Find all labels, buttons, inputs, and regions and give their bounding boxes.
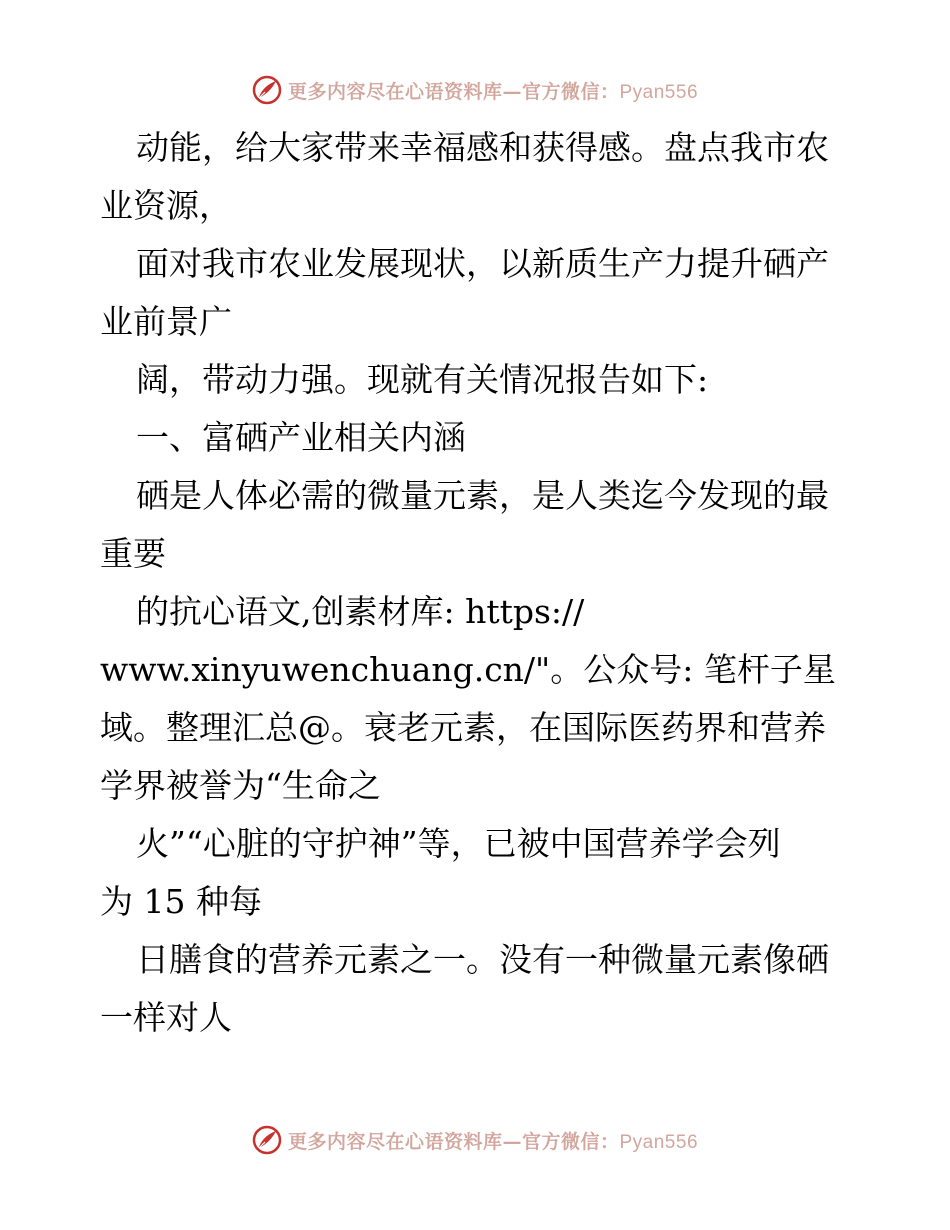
body-line: 动能，给大家带来幸福感和获得感。盘点我市农 <box>136 128 829 167</box>
section-heading: 一、富硒产业相关内涵 <box>136 418 466 457</box>
header-banner <box>0 72 950 108</box>
body-text-block <box>100 119 860 1047</box>
header-banner-wechat-id: Pyan556 <box>619 81 699 103</box>
body-line: 域。整理汇总@。衰老元素，在国际医药界和营养 <box>100 708 826 747</box>
body-line: 日膳食的营养元素之一。没有一种微量元素像硒 <box>136 940 829 979</box>
body-line: 业前景广 <box>100 302 232 341</box>
feather-pen-logo-icon <box>252 1125 282 1155</box>
footer-banner-cn: 更多内容尽在心语资料库—官方微信： <box>287 1130 620 1153</box>
body-line-url: www.xinyuwenchuang.cn/"。公众号: 笔杆子星 <box>100 650 836 689</box>
body-line: 业资源， <box>100 186 232 225</box>
body-line: 阔，带动力强。现就有关情况报告如下: <box>136 360 709 399</box>
header-banner-text <box>288 77 698 104</box>
footer-banner-wechat-id: Pyan556 <box>619 1131 699 1153</box>
body-line: 面对我市农业发展现状，以新质生产力提升硒产 <box>136 244 829 283</box>
body-line: 一样对人 <box>100 998 232 1037</box>
feather-pen-logo-icon <box>252 75 282 105</box>
header-banner-cn: 更多内容尽在心语资料库—官方微信： <box>287 80 620 103</box>
body-line: 为 15 种每 <box>100 882 262 921</box>
body-line: 火”“心脏的守护神”等，已被中国营养学会列 <box>136 824 781 863</box>
footer-banner-text <box>288 1127 698 1154</box>
footer-banner <box>0 1122 950 1158</box>
body-line: 硒是人体必需的微量元素，是人类迄今发现的最 <box>136 476 829 515</box>
body-line: 学界被誉为“生命之 <box>100 766 381 805</box>
body-line: 重要 <box>100 534 166 573</box>
body-line: 的抗心语文,创素材库: https:// <box>136 592 585 631</box>
